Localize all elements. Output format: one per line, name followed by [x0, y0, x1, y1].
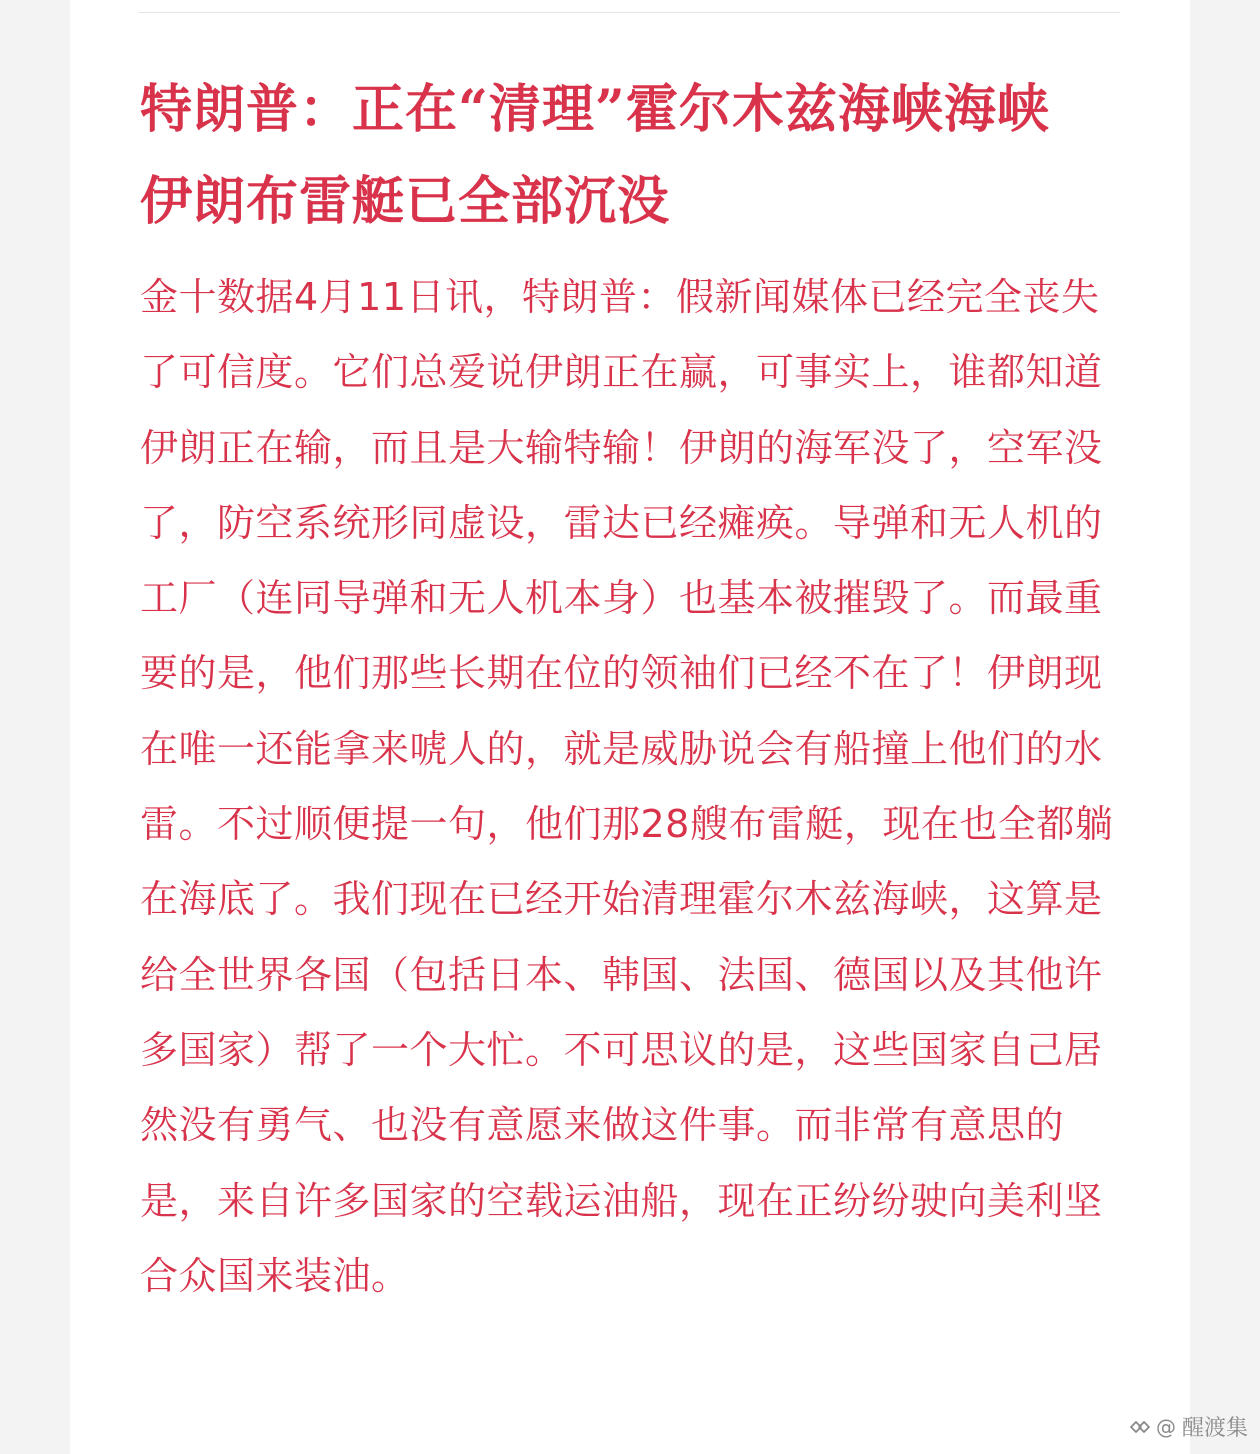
top-divider [138, 12, 1120, 13]
article-card [70, 0, 1190, 1454]
watermark [1128, 1411, 1248, 1442]
watermark-at: @ [1155, 1414, 1176, 1439]
logo-icon [1128, 1415, 1152, 1439]
watermark-name: 醒渡集 [1181, 1416, 1248, 1441]
article-headline: 特朗普：正在“清理”霍尔木兹海峡海峡 伊朗布雷艇已全部沉没 [140, 79, 1050, 232]
article-body: 金十数据4月11日讯，特朗普：假新闻媒体已经完全丧失了可信度。它们总爱说伊朗正在赢，可事实上，谁都知道伊朗正在输，而且是大输特输！伊朗的海军没了，空军没了，防空系统形同虚设，雷达已经瘫痪。导弹和无人机的工厂（连同导弹和无人机本身）也基本被摧毁了。而最重要的是，他们那些长期在位的领袖们已经不在了！伊朗现在唯一还能拿来唬人的，就是威胁说会有船撞上他们的水雷。不过顺便提一句，他们那28艘布雷艇，现在也全都躺在海底了。我们现在已经开始清理霍尔木兹海峡，这算是给全世界各国（包括日本、韩国、法国、德国以及其他许多国家）帮了一个大忙。不可思议的是，这些国家自己居然没有勇气、也没有意愿来做这件事。而非常有意思的是，来自许多国家的空载运油船，现在正纷纷驶向美利坚合众国来装油。 [140, 275, 1114, 1298]
